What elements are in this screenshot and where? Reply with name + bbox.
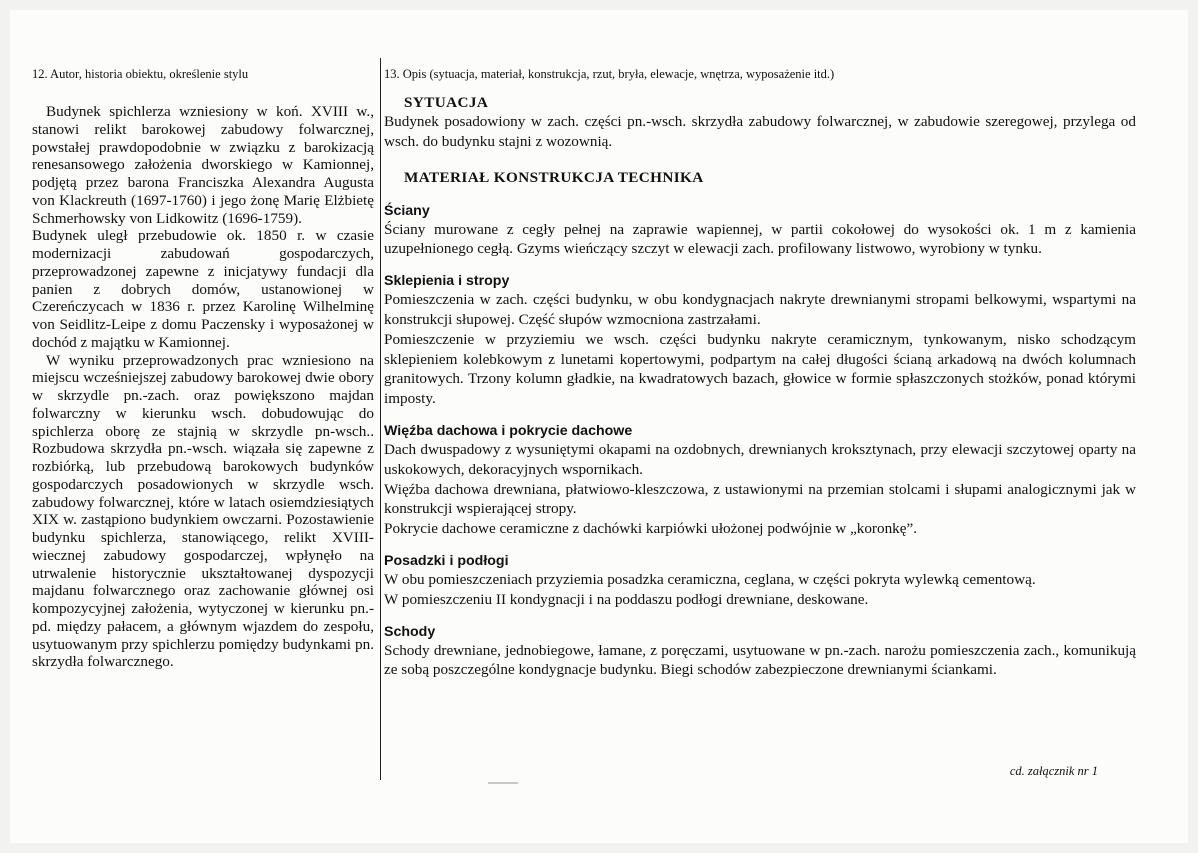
posadzki-section xyxy=(384,552,1136,610)
wiezba-paragraph-3: Pokrycie dachowe ceramiczne z dachówki karpiówki ułożonej podwójnie w „koronkę”. xyxy=(384,520,918,538)
wiezba-paragraph-1: Dach dwuspadowy z wysuniętymi okapami na ozdobnych, drewnianych kroksztynach, przy elewacji szczytowej oparty na uskokowych, dekoracyjnych wspornikach. xyxy=(384,440,1136,478)
sciany-section xyxy=(384,202,1136,260)
sklepienia-section xyxy=(384,272,1136,409)
left-column xyxy=(32,66,374,671)
sciany-heading: Ściany xyxy=(384,202,430,219)
sciany-text: Ściany murowane z cegły pełnej na zaprawie wapiennej, w partii cokołowej do wysokości ok. 1 m z kamienia uzupełnionego cegłą. Gzyms wieńczący szczyt w elewacji zach. profilowany listwowo, wyrobiony w tynku. xyxy=(384,220,1136,258)
sytuacja-text: Budynek posadowiony w zach. części pn.-wsch. skrzydła zabudowy folwarcznej, w zabudowie szeregowej, przylega od wsch. do budynku stajni z wozownią. xyxy=(384,113,1136,150)
sklepienia-paragraph-2: Pomieszczenie w przyziemiu we wsch. części budynku nakryte ceramicznym, tynkowanym, nisko schodzącym sklepieniem kolebkowym z lunetami kopertowymi, podpartym na całej długości ścianą arkadową na dwóch kolumnach granitowych. Trzony kolumn gładkie, na kwadratowych bazach, głowice w formie spłaszczonych stożków, ponad którymi imposty. xyxy=(384,330,1136,408)
material-heading: MATERIAŁ KONSTRUKCJA TECHNIKA xyxy=(404,168,704,186)
section-13-header: 13. Opis (sytuacja, materiał, konstrukcja, rzut, bryła, elewacje, wnętrza, wyposażenie itd.) xyxy=(384,67,835,81)
wiezba-section xyxy=(384,422,1136,539)
sklepienia-paragraph-1: Pomieszczenia w zach. części budynku, w obu kondygnacjach nakryte drewnianymi stropami belkowymi, wspartymi na konstrukcji słupowej. Część słupów wzmocniona zastrzałami. xyxy=(384,291,1136,328)
history-paragraph-2: Budynek uległ przebudowie ok. 1850 r. w czasie modernizacji zabudowań gospodarczych, przeprowadzonej zapewne z inicjatywy fundacji dla panien z dobrych domów, ustanowionej w Czereńczycach w 1836 r. przez Karolinę Wilhelminę von Seidlitz-Leipe z domu Paczensky i wyposażonej w dochód z majątku w Kamionnej. xyxy=(32,227,374,351)
schody-text: Schody drewniane, jednobiegowe, łamane, z poręczami, usytuowane w pn.-zach. narożu pomieszczenia zach., komunikują ze sobą poszczególne kondygnacje budynku. Biegi schodów zabezpieczone drewnianymi ściankami. xyxy=(384,641,1136,679)
sklepienia-text xyxy=(384,290,1136,409)
posadzki-paragraph-1: W obu pomieszczeniach przyziemia posadzka ceramiczna, ceglana, w części pokryta wylewką cementową. xyxy=(384,570,1036,588)
history-text xyxy=(32,103,374,671)
sytuacja-section xyxy=(384,94,1136,152)
column-divider xyxy=(380,58,381,780)
wiezba-text xyxy=(384,440,1136,539)
history-paragraph-1: Budynek spichlerza wzniesiony w koń. XVIII w., stanowi relikt barokowej zabudowy folwarcznej, powstałej prawdopodobnie w związku z barokizacją renesansowego założenia dworskiego w Kamionnej, podjętą przez barona Franciszka Alexandra Augusta von Klackreuth (1697-1760) i jego żonę Marię Elżbietę Schmerhowsky von Lidkowitz (1696-1759). xyxy=(32,103,374,227)
posadzki-text xyxy=(384,570,1136,610)
schody-section xyxy=(384,623,1136,681)
right-column xyxy=(384,66,1136,680)
schody-heading: Schody xyxy=(384,623,436,640)
wiezba-heading: Więźba dachowa i pokrycie dachowe xyxy=(384,422,633,439)
sklepienia-heading: Sklepienia i stropy xyxy=(384,273,510,290)
scan-mark xyxy=(488,782,518,784)
wiezba-paragraph-2: Więźba dachowa drewniana, płatwiowo-kleszczowa, z ustawionymi na przemian stolcami i słupami analogicznymi jak w konstrukcji wspierającej stropy. xyxy=(384,480,1136,518)
continuation-note: cd. załącznik nr 1 xyxy=(1009,764,1098,778)
history-paragraph-3: W wyniku przeprowadzonych prac wzniesiono na miejscu wcześniejszej zabudowy barokowej dwie obory w skrzydle pn.-zach. oraz powiększono majdan folwarczny w kierunku wsch. dobudowując do spichlerza oborę ze stajnią w skrzydle pn-wsch.. Rozbudowa skrzydła pn.-wsch. wiązała się zapewne z rozbiórką, lub przebudową barokowych budynków gospodarczych posadowionych w skrzydle wsch. zabudowy folwarcznej, które w latach osiemdziesiątych XIX w. zastąpiono budynkiem owczarni. Pozostawienie budynku spichlerza, stanowiącego, relikt XVIII-wiecznej zabudowy gospodarczej, wpłynęło na utrwalenie historycznie ukształtowanej dyspozycji majdanu folwarcznego oraz zachowanie głównej osi kompozycyjnej założenia, wytyczonej w kierunku pn.-pd. między pałacem, a głównym wjazdem do zespołu, usytuowanym przy spichlerzu pomiędzy budynkami pn. skrzydła folwarcznego. xyxy=(32,351,374,671)
posadzki-paragraph-2: W pomieszczeniu II kondygnacji i na poddaszu podłogi drewniane, deskowane. xyxy=(384,590,869,608)
posadzki-heading: Posadzki i podłogi xyxy=(384,552,509,569)
sytuacja-heading: SYTUACJA xyxy=(404,94,489,111)
section-12-header: 12. Autor, historia obiektu, określenie stylu xyxy=(32,67,249,81)
